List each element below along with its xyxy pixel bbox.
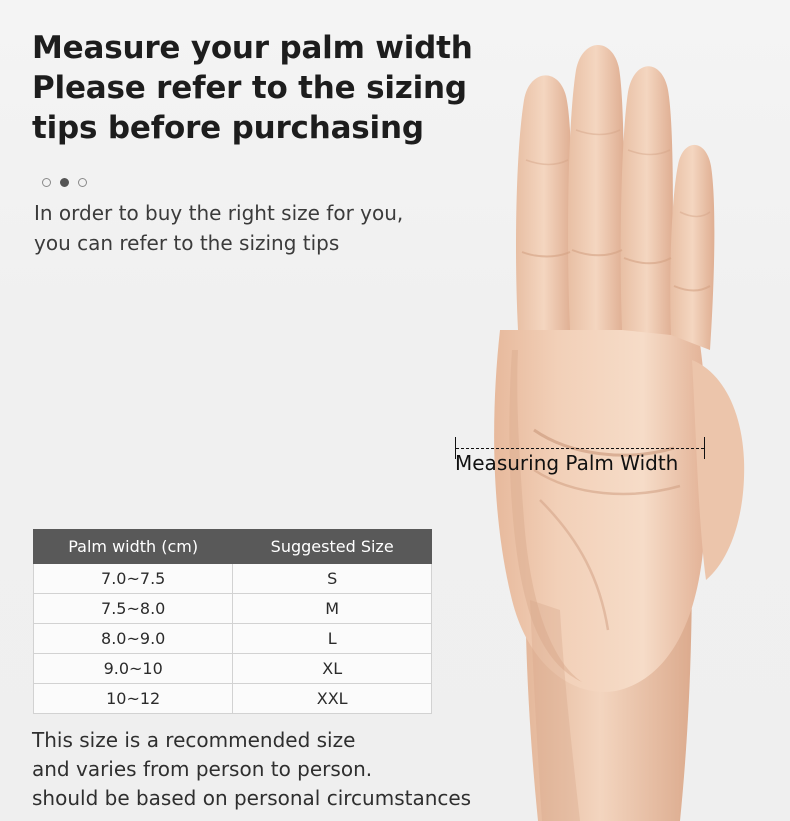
footnote-line-2: and varies from person to person. [32, 757, 373, 781]
measure-dashed-line [456, 448, 704, 449]
footnote-line-1: This size is a recommended size [32, 728, 356, 752]
table-cell-palm-width: 10~12 [34, 684, 233, 714]
page-title-line-1: Measure your palm width [32, 30, 473, 66]
measure-tick-right [704, 437, 705, 459]
subtitle-line-1: In order to buy the right size for you, [34, 201, 404, 225]
footnote-line-3: should be based on personal circumstances [32, 786, 472, 810]
table-row [34, 654, 432, 684]
table-header-suggested-size: Suggested Size [233, 530, 432, 564]
table-row [34, 624, 432, 654]
page-title-line-3: tips before purchasing [32, 110, 424, 146]
footnote [32, 726, 592, 813]
carousel-dots[interactable] [42, 178, 87, 187]
table-row [34, 594, 432, 624]
measure-label: Measuring Palm Width [455, 451, 679, 475]
subtitle [34, 198, 504, 258]
carousel-dot-2[interactable] [60, 178, 69, 187]
subtitle-line-2: you can refer to the sizing tips [34, 231, 340, 255]
table-cell-palm-width: 7.5~8.0 [34, 594, 233, 624]
carousel-dot-1[interactable] [42, 178, 51, 187]
table-row [34, 564, 432, 594]
page-title-line-2: Please refer to the sizing [32, 70, 467, 106]
table-header-row [34, 530, 432, 564]
table-cell-size: M [233, 594, 432, 624]
carousel-dot-3[interactable] [78, 178, 87, 187]
table-cell-palm-width: 7.0~7.5 [34, 564, 233, 594]
table-cell-size: XL [233, 654, 432, 684]
size-table [33, 529, 432, 714]
table-header-palm-width: Palm width (cm) [34, 530, 233, 564]
table-cell-size: S [233, 564, 432, 594]
table-cell-palm-width: 9.0~10 [34, 654, 233, 684]
table-row [34, 684, 432, 714]
measure-annotation [455, 425, 755, 485]
table-cell-size: XXL [233, 684, 432, 714]
page-title [32, 28, 552, 148]
table-cell-palm-width: 8.0~9.0 [34, 624, 233, 654]
table-cell-size: L [233, 624, 432, 654]
